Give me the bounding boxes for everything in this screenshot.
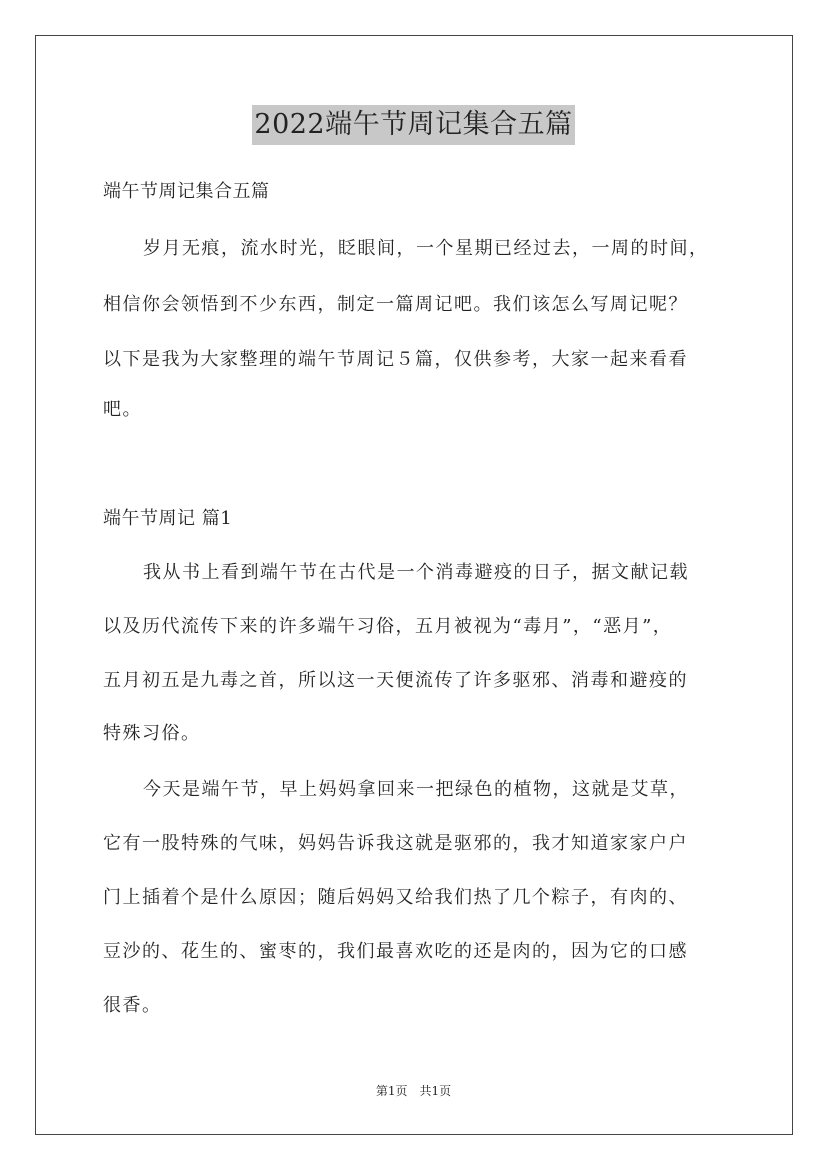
intro-line: 吧。	[103, 399, 142, 420]
paragraph-line: 它有一股特殊的气味，妈妈告诉我这就是驱邪的，我才知道家家户户	[103, 833, 688, 854]
section-heading: 端午节周记 篇1	[103, 508, 233, 529]
subtitle: 端午节周记集合五篇	[103, 181, 270, 202]
intro-line: 相信你会领悟到不少东西，制定一篇周记吧。我们该怎么写周记呢？	[103, 294, 688, 315]
paragraph-line: 以及历代流传下来的许多端午习俗，五月被视为“毒月”，“恶月”，	[103, 616, 673, 637]
intro-line: 以下是我为大家整理的端午节周记５篇，仅供参考，大家一起来看看	[103, 349, 688, 370]
paragraph-line: 门上插着个是什么原因；随后妈妈又给我们热了几个粽子，有肉的、	[103, 887, 688, 908]
paragraph-line: 五月初五是九毒之首，所以这一天便流传了许多驱邪、消毒和避疫的	[103, 670, 688, 691]
page-number-footer: 第1页 共1页	[375, 1084, 452, 1098]
document-title	[0, 103, 827, 145]
paragraph-line: 我从书上看到端午节在古代是一个消毒避疫的日子，据文献记载	[143, 562, 689, 583]
document-title-text: 2022端午节周记集合五篇	[252, 105, 574, 145]
intro-line: 岁月无痕，流水时光，眨眼间，一个星期已经过去，一周的时间，	[143, 238, 709, 259]
paragraph-line: 今天是端午节，早上妈妈拿回来一把绿色的植物，这就是艾草，	[143, 779, 689, 800]
paragraph-line: 特殊习俗。	[103, 723, 201, 744]
paragraph-line: 豆沙的、花生的、蜜枣的，我们最喜欢吃的还是肉的，因为它的口感	[103, 941, 688, 962]
paragraph-line: 很香。	[103, 995, 162, 1016]
